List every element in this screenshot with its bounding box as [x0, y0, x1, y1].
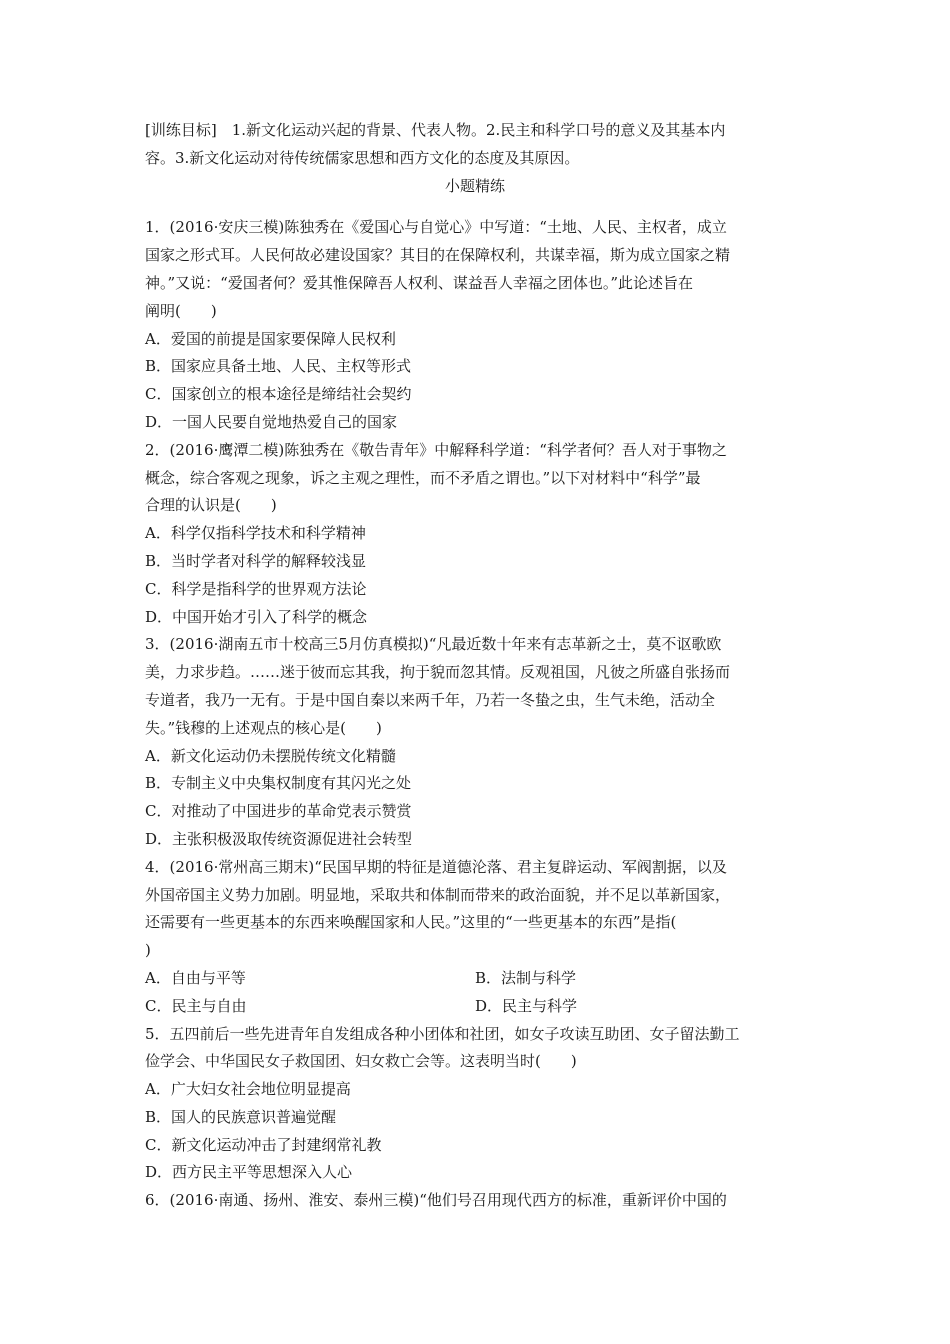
- question-line: 专道者，我乃一无有。于是中国自秦以来两千年，乃若一冬蛰之虫，生气未绝，活动全: [145, 690, 716, 709]
- question-line: 6．(2016·南通、扬州、淮安、泰州三模)“他们号召用现代西方的标准，重新评价中国的: [145, 1191, 727, 1210]
- question-line: 阐明( ): [145, 301, 217, 320]
- option-c: C．国家创立的根本途径是缔结社会契约: [145, 385, 412, 404]
- option-a: A．爱国的前提是国家要保障人民权利: [145, 329, 396, 348]
- option-a: A．新文化运动仍未摆脱传统文化精髓: [145, 746, 396, 765]
- option-c: C．新文化运动冲击了封建纲常礼教: [145, 1135, 382, 1154]
- question-line: ): [145, 941, 151, 960]
- option-d: D．民主与科学: [475, 996, 578, 1015]
- question-line: 还需要有一些更基本的东西来唤醒国家和人民。”这里的“一些更基本的东西”是指(: [145, 913, 677, 932]
- question-line: 5．五四前后一些先进青年自发组成各种小团体和社团，如女子攻读互助团、女子留法勤工: [145, 1024, 740, 1043]
- question-line: 美，力求步趋。……迷于彼而忘其我，拘于貌而忽其情。反观祖国，凡彼之所盛自张扬而: [145, 663, 731, 682]
- question-1: [145, 214, 805, 436]
- question-line: 合理的认识是( ): [145, 496, 277, 515]
- question-line: 外国帝国主义势力加剧。明显地，采取共和体制而带来的政治面貌，并不足以革新国家，: [145, 885, 731, 904]
- question-line: 失。”钱穆的上述观点的核心是( ): [145, 718, 382, 737]
- training-objective: [145, 117, 805, 173]
- option-b: B．法制与科学: [475, 968, 577, 987]
- question-2: [145, 437, 805, 632]
- option-b: B．国家应具备土地、人民、主权等形式: [145, 357, 412, 376]
- question-line: 国家之形式耳。人民何故必建设国家？其目的在保障权利，共谋幸福，斯为成立国家之精: [145, 246, 731, 265]
- objective-line: 容。3.新文化运动对待传统儒家思想和西方文化的态度及其原因。: [145, 148, 580, 167]
- question-line: 俭学会、中华国民女子救国团、妇女救亡会等。这表明当时( ): [145, 1052, 577, 1071]
- option-d: D．西方民主平等思想深入人心: [145, 1163, 353, 1182]
- option-c: C．对推动了中国进步的革命党表示赞赏: [145, 802, 412, 821]
- option-b: B．国人的民族意识普遍觉醒: [145, 1107, 337, 1126]
- option-b: B．当时学者对科学的解释较浅显: [145, 551, 367, 570]
- document-page: [145, 117, 805, 1215]
- option-a: A．科学仅指科学技术和科学精神: [145, 524, 366, 543]
- option-a: A．广大妇女社会地位明显提高: [145, 1080, 351, 1099]
- question-line: 3．(2016·湖南五市十校高三5月仿真模拟)“凡最近数十年来有志革新之士，莫不讴歌欧: [145, 635, 722, 654]
- question-line: 神。”又说：“爱国者何？爱其惟保障吾人权利、谋益吾人幸福之团体也。”此论述旨在: [145, 273, 694, 292]
- option-row: [145, 965, 805, 993]
- option-row: [145, 993, 805, 1021]
- question-line: 1．(2016·安庆三模)陈独秀在《爱国心与自觉心》中写道：“土地、人民、主权者，成立: [145, 218, 727, 237]
- objective-line: [训练目标] 1.新文化运动兴起的背景、代表人物。2.民主和科学口号的意义及其基本内: [145, 121, 726, 139]
- question-6: [145, 1187, 805, 1215]
- question-3: [145, 631, 805, 853]
- section-title: 小题精练: [444, 176, 505, 195]
- option-d: D．中国开始才引入了科学的概念: [145, 607, 368, 626]
- question-4: [145, 854, 805, 1021]
- question-line: 概念，综合客观之现象，诉之主观之理性，而不矛盾之谓也。”以下对材料中“科学”最: [145, 468, 701, 487]
- question-line: 4．(2016·常州高三期末)“民国早期的特征是道德沦落、君主复辟运动、军阀割据，以及: [145, 857, 727, 876]
- option-a: A．自由与平等: [145, 968, 246, 987]
- option-c: C．科学是指科学的世界观方法论: [145, 579, 367, 598]
- question-line: 2．(2016·鹰潭二模)陈独秀在《敬告青年》中解释科学道：“科学者何？吾人对于事物之: [145, 440, 727, 459]
- question-5: [145, 1021, 805, 1188]
- option-d: D．一国人民要自觉地热爱自己的国家: [145, 412, 398, 431]
- option-b: B．专制主义中央集权制度有其闪光之处: [145, 774, 412, 793]
- option-d: D．主张积极汲取传统资源促进社会转型: [145, 829, 413, 848]
- option-c: C．民主与自由: [145, 996, 247, 1015]
